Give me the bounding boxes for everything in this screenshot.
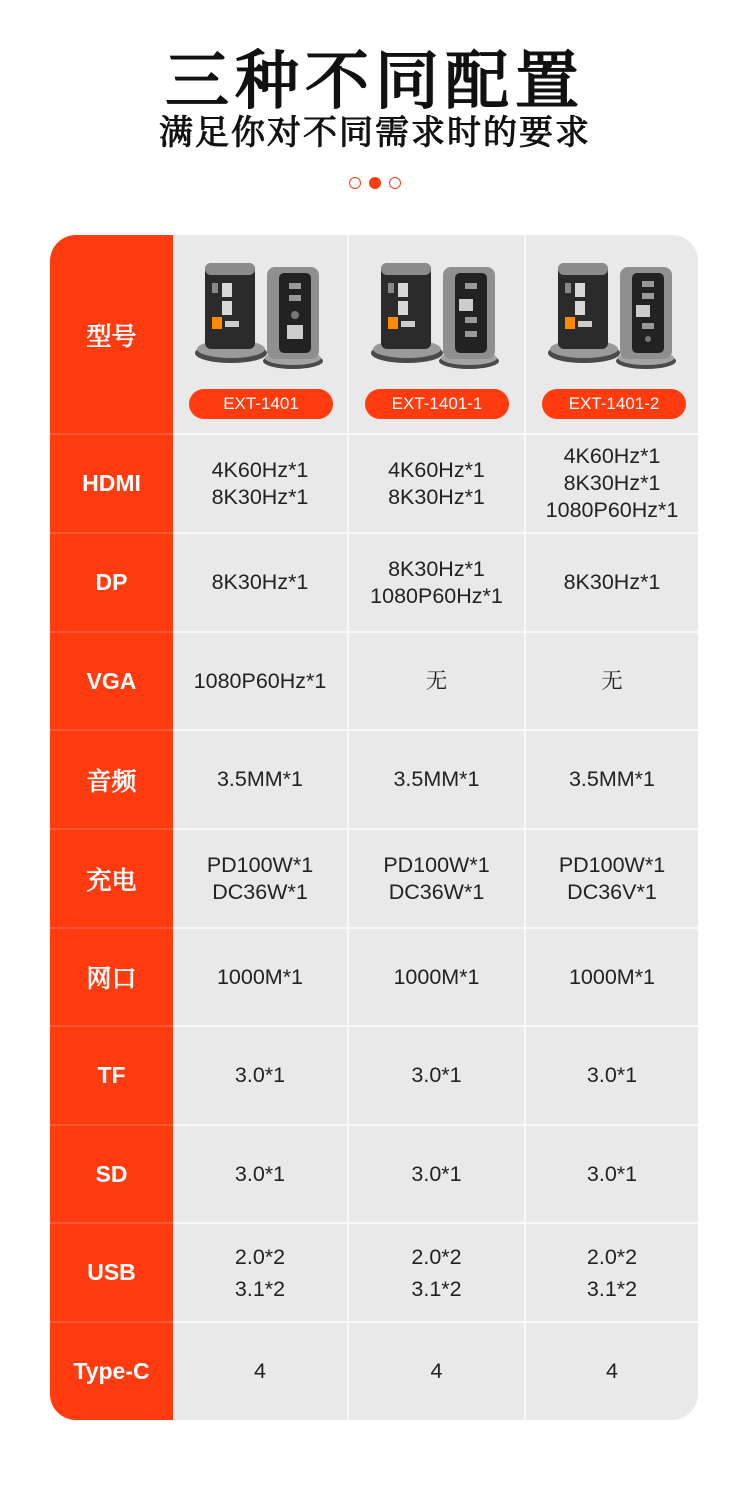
row-label: DP (95, 569, 128, 595)
spec-value: 3.0*1 (586, 1161, 638, 1186)
spec-value: 3.0*1 (411, 1063, 462, 1087)
spec-value: 3.5MM*1 (568, 767, 656, 791)
product-image-1 (195, 259, 327, 371)
spec-cell (526, 633, 698, 729)
spec-value: 3.1*2 (234, 1276, 286, 1301)
spec-value: 2.0*2 (234, 1244, 286, 1269)
spec-value: 2.0*2 (586, 1244, 638, 1269)
spec-row-typec (50, 1323, 698, 1420)
model-badge-2: EXT-1401-1 (365, 389, 509, 419)
spec-value: 3.0*1 (586, 1063, 638, 1087)
spec-value: 3.5MM*1 (393, 767, 480, 791)
spec-value: 1000M*1 (393, 964, 480, 989)
spec-row-audio (50, 731, 698, 828)
spec-cell (349, 830, 524, 927)
spec-cell (173, 731, 347, 828)
spec-row-usb (50, 1224, 698, 1321)
model-badge-3: EXT-1401-2 (542, 389, 686, 419)
spec-cell (173, 830, 347, 927)
page-title: 三种不同配置 (165, 45, 585, 119)
model-badge-1: EXT-1401 (189, 389, 333, 419)
spec-value: 3.1*2 (411, 1276, 462, 1301)
spec-cell (349, 731, 524, 828)
spec-cell (526, 1323, 698, 1420)
spec-row-charging (50, 830, 698, 927)
row-label: Type-C (73, 1358, 150, 1384)
spec-cell (349, 1126, 524, 1222)
spec-cell (349, 633, 524, 729)
spec-cell (173, 1323, 347, 1420)
spec-value: 2.0*2 (411, 1244, 462, 1269)
spec-value: 3.5MM*1 (216, 767, 304, 791)
spec-row-sd (50, 1126, 698, 1222)
spec-value: DC36V*1 (567, 879, 657, 904)
spec-cell (349, 1224, 524, 1321)
spec-value: 8K30Hz*1 (211, 570, 309, 594)
spec-value: DC36W*1 (388, 879, 485, 904)
spec-cell (526, 731, 698, 828)
spec-row-tf (50, 1027, 698, 1124)
row-label: 充电 (86, 865, 137, 895)
spec-comparison-table (50, 235, 698, 1420)
spec-value: 1080P60Hz*1 (370, 583, 503, 608)
pagination-dot-3[interactable] (389, 177, 401, 189)
row-label: SD (95, 1160, 128, 1187)
spec-value: 3.1*2 (586, 1276, 638, 1301)
spec-row-hdmi (50, 435, 698, 532)
spec-value: 4 (430, 1359, 443, 1383)
row-label: USB (87, 1259, 136, 1285)
product-cell-3 (526, 235, 698, 433)
spec-cell (526, 1027, 698, 1124)
spec-cell (349, 534, 524, 631)
row-label: 网口 (86, 964, 137, 993)
model-row-label: 型号 (86, 321, 137, 351)
spec-value: 4K60Hz*1 (563, 444, 661, 468)
spec-value: 8K30Hz*1 (388, 556, 485, 581)
spec-value: 1000M*1 (216, 964, 304, 989)
spec-cell (173, 1126, 347, 1222)
spec-value: PD100W*1 (558, 852, 666, 877)
spec-cell (173, 1224, 347, 1321)
spec-value: 无 (601, 668, 623, 694)
spec-cell (526, 830, 698, 927)
row-label: VGA (86, 667, 137, 694)
spec-cell (173, 435, 347, 532)
spec-value: 无 (425, 668, 448, 694)
spec-cell (526, 1126, 698, 1222)
spec-row-dp (50, 534, 698, 631)
row-label: HDMI (82, 470, 141, 496)
pagination-dot-2[interactable] (369, 177, 381, 189)
spec-cell (526, 1224, 698, 1321)
spec-row-ethernet (50, 929, 698, 1025)
spec-value: 3.0*1 (234, 1063, 286, 1087)
spec-cell (349, 929, 524, 1025)
spec-cell (526, 435, 698, 532)
spec-value: 3.0*1 (411, 1161, 462, 1186)
spec-cell (349, 435, 524, 532)
pagination-dot-1[interactable] (349, 177, 361, 189)
pagination-dots (0, 174, 750, 192)
spec-value: 1080P60Hz*1 (545, 498, 679, 522)
spec-value: 8K30Hz*1 (211, 484, 309, 509)
spec-cell (349, 1027, 524, 1124)
spec-value: 1000M*1 (568, 964, 656, 989)
spec-value: 4 (606, 1359, 618, 1383)
row-label: TF (97, 1062, 126, 1088)
spec-value: 1080P60Hz*1 (193, 668, 327, 693)
spec-cell (526, 534, 698, 631)
spec-value: 4K60Hz*1 (388, 457, 485, 482)
product-cell-1 (173, 235, 348, 433)
spec-value: 8K30Hz*1 (388, 484, 485, 509)
product-image-2 (371, 259, 503, 371)
model-row (50, 235, 698, 434)
product-image-3 (548, 259, 680, 371)
row-label: 音频 (86, 766, 137, 796)
spec-value: 8K30Hz*1 (563, 570, 661, 594)
spec-cell (173, 534, 347, 631)
page-subtitle: 满足你对不同需求时的要求 (159, 113, 591, 153)
spec-value: DC36W*1 (212, 879, 308, 904)
product-cell-2 (349, 235, 525, 433)
spec-value: 8K30Hz*1 (563, 471, 661, 495)
spec-value: PD100W*1 (206, 852, 314, 877)
spec-row-vga (50, 633, 698, 729)
spec-value: 3.0*1 (234, 1161, 286, 1186)
spec-cell (173, 633, 347, 729)
spec-value: 4 (254, 1359, 266, 1383)
spec-cell (173, 929, 347, 1025)
spec-cell (173, 1027, 347, 1124)
spec-cell (526, 929, 698, 1025)
spec-value: PD100W*1 (383, 852, 490, 877)
spec-value: 4K60Hz*1 (211, 457, 309, 482)
spec-cell (349, 1323, 524, 1420)
